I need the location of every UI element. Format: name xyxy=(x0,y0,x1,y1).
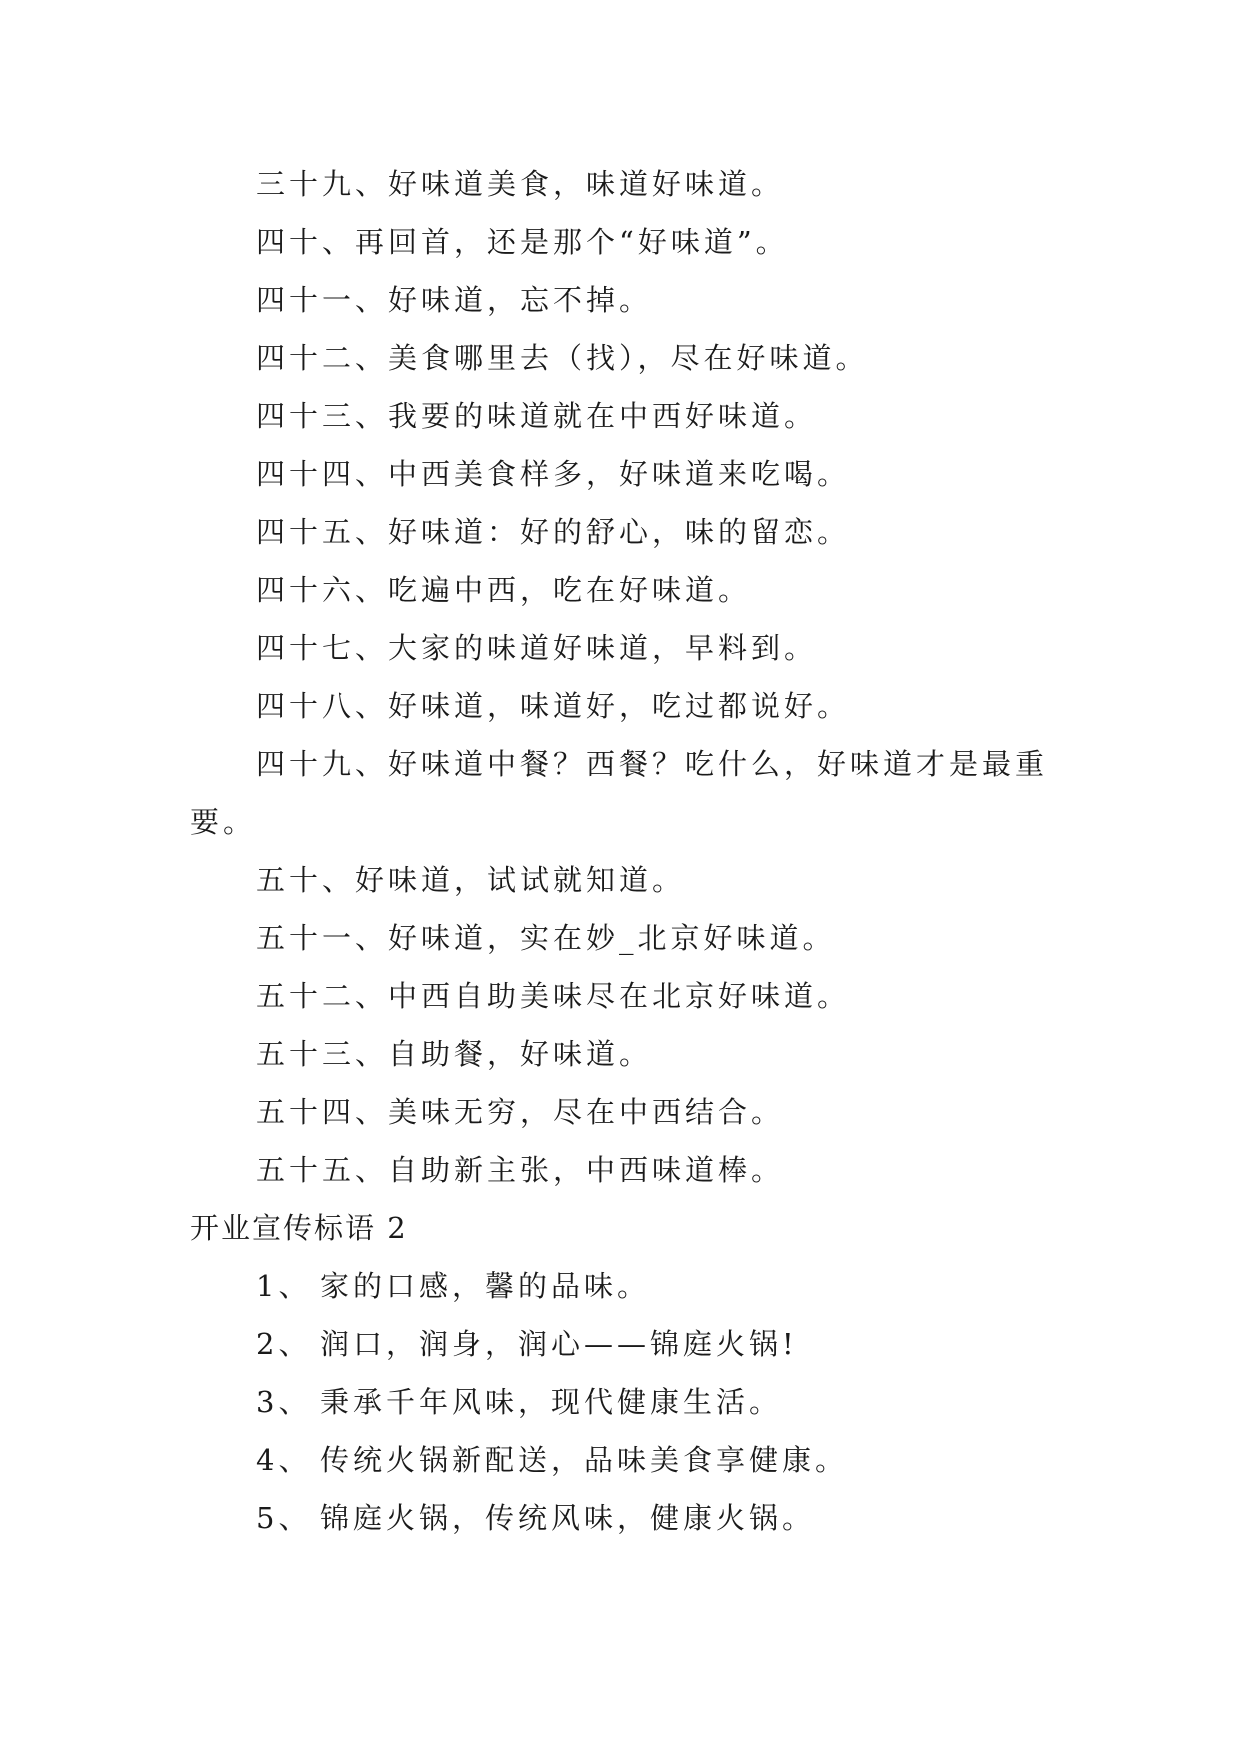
slogan-line: 五十三、自助餐，好味道。 xyxy=(256,1037,653,1071)
slogan-line: 四十、再回首，还是那个“好味道”。 xyxy=(256,225,789,259)
slogan-line: 五十五、自助新主张，中西味道棒。 xyxy=(256,1153,785,1187)
slogan-line: 四十八、好味道，味道好，吃过都说好。 xyxy=(256,689,851,723)
item-text: 家的口感，馨的品味。 xyxy=(320,1269,651,1303)
item-number: 4、 xyxy=(256,1443,312,1477)
slogan-line: 五十二、中西自助美味尽在北京好味道。 xyxy=(256,979,851,1013)
item-text: 润口，润身，润心——锦庭火锅! xyxy=(320,1327,798,1361)
slogan-line: 四十四、中西美食样多，好味道来吃喝。 xyxy=(256,457,851,491)
numbered-item xyxy=(190,1315,1070,1373)
item-text: 秉承千年风味，现代健康生活。 xyxy=(320,1385,783,1419)
slogan-line: 四十六、吃遍中西，吃在好味道。 xyxy=(256,573,752,607)
slogan-line: 四十二、美食哪里去（找），尽在好味道。 xyxy=(256,341,869,375)
document-body xyxy=(190,155,1070,1547)
slogan-line: 五十四、美味无穷，尽在中西结合。 xyxy=(256,1095,785,1129)
slogan-line: 四十五、好味道：好的舒心，味的留恋。 xyxy=(256,515,851,549)
item-number: 3、 xyxy=(256,1385,312,1419)
numbered-item xyxy=(190,1257,1070,1315)
item-number: 5、 xyxy=(256,1501,312,1535)
item-text: 传统火锅新配送，品味美食享健康。 xyxy=(320,1443,849,1477)
slogan-line: 四十三、我要的味道就在中西好味道。 xyxy=(256,399,818,433)
item-number: 1、 xyxy=(256,1269,312,1303)
slogan-line: 四十七、大家的味道好味道，早料到。 xyxy=(256,631,818,665)
slogan-line: 五十、好味道，试试就知道。 xyxy=(256,863,686,897)
item-number: 2、 xyxy=(256,1327,312,1361)
numbered-item xyxy=(190,1431,1070,1489)
item-text: 锦庭火锅，传统风味，健康火锅。 xyxy=(320,1501,816,1535)
slogan-line: 四十一、好味道，忘不掉。 xyxy=(256,283,653,317)
numbered-item xyxy=(190,1373,1070,1431)
slogan-line-wrapped: 四十九、好味道中餐？西餐？吃什么，好味道才是最重要。 xyxy=(190,747,1049,839)
numbered-item xyxy=(190,1489,1070,1547)
slogan-line: 三十九、好味道美食，味道好味道。 xyxy=(256,167,785,201)
slogan-line: 五十一、好味道，实在妙_北京好味道。 xyxy=(256,921,836,955)
section-heading: 开业宣传标语 2 xyxy=(190,1211,408,1245)
